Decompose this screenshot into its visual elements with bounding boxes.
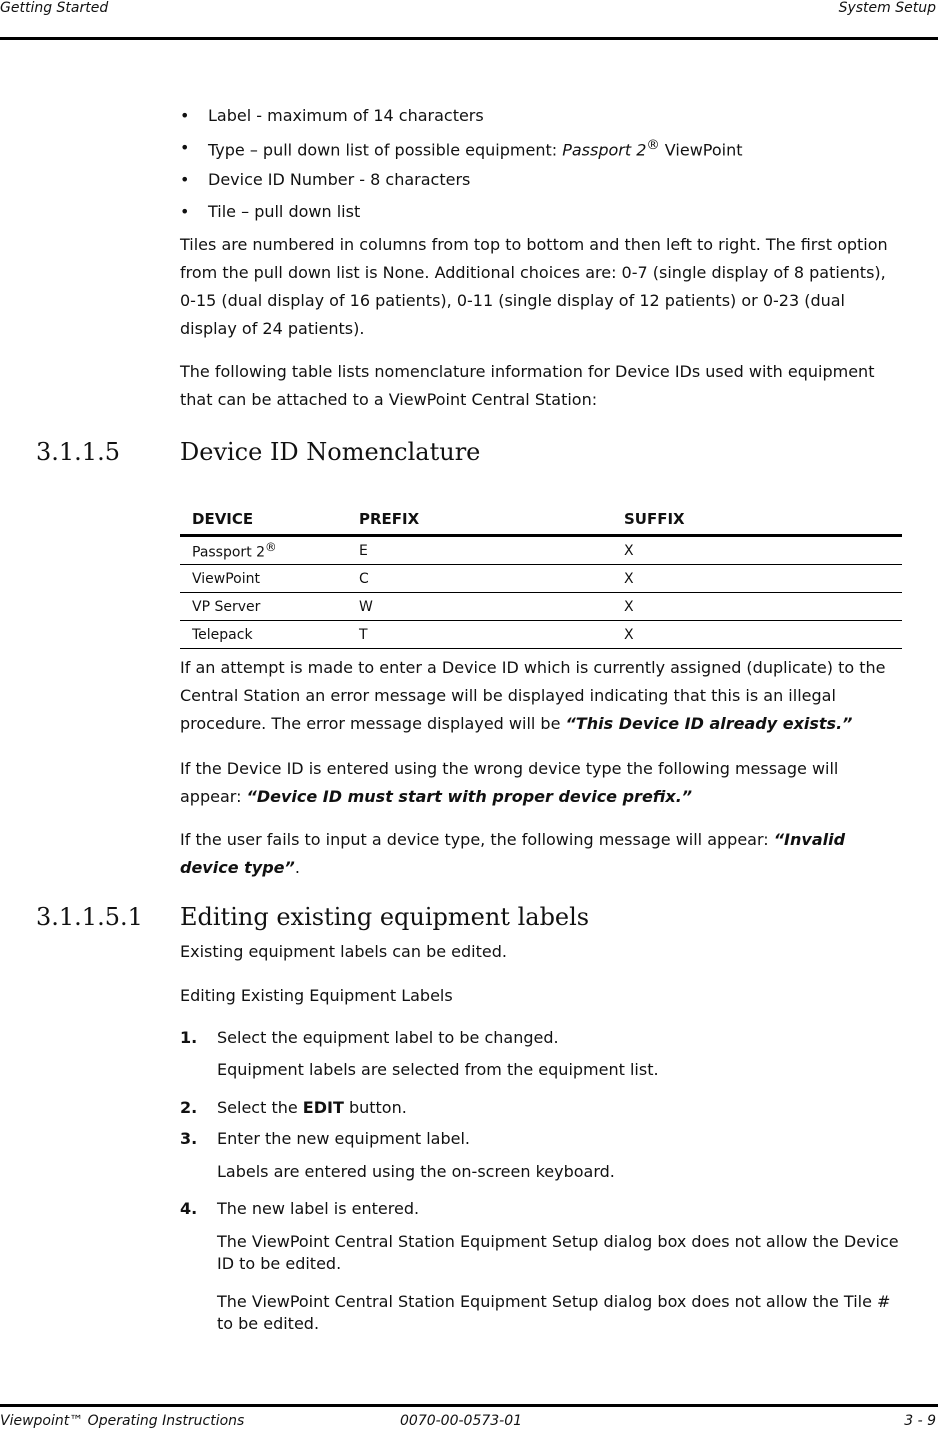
prefix-cell: W	[347, 593, 612, 621]
bullet-text-part: ViewPoint	[659, 140, 743, 160]
bullet-dot: •	[180, 202, 190, 221]
table-row	[180, 536, 902, 565]
step-note: The ViewPoint Central Station Equipment Setup dialog box does not allow the Device ID to be edited.	[217, 1232, 899, 1273]
paragraph-text: .	[294, 858, 300, 877]
step-text: Enter the new equipment label.	[217, 1129, 470, 1148]
bullet-text-part: Type – pull down list of possible equipment:	[208, 140, 563, 160]
suffix-cell: X	[612, 565, 902, 593]
suffix-cell: X	[612, 536, 902, 565]
footer-page-number: 3 - 9	[904, 1413, 936, 1429]
step-text-part: Select the	[217, 1098, 303, 1117]
step-number: 4.	[180, 1199, 198, 1218]
procedure-title: Editing Existing Equipment Labels	[180, 986, 453, 1005]
paragraph-text: If the Device ID is entered using the wrong device type the following message will appear:	[180, 759, 839, 806]
bullet-text: Tile – pull down list	[208, 202, 361, 221]
step-text: The new label is entered.	[217, 1199, 420, 1218]
error-message-invalid-type: “Invalid device type”	[180, 830, 846, 877]
bullet-italic-text: Passport 2	[562, 140, 647, 160]
table-row	[180, 593, 902, 621]
prefix-cell: E	[347, 536, 612, 565]
bullet-text: Device ID Number - 8 characters	[208, 170, 471, 189]
suffix-cell: X	[612, 593, 902, 621]
step-text	[217, 1098, 407, 1117]
running-header-right: System Setup	[838, 0, 936, 16]
bullet-dot: •	[180, 106, 190, 125]
table-row	[180, 565, 902, 593]
error-message-duplicate: “This Device ID already exists.”	[565, 714, 853, 733]
step-text-part: button.	[343, 1098, 407, 1117]
device-name: Passport 2	[192, 544, 266, 561]
prefix-cell: T	[347, 621, 612, 649]
column-header-device: DEVICE	[192, 510, 254, 528]
step-number: 1.	[180, 1028, 198, 1047]
nomenclature-table	[180, 504, 902, 649]
device-cell: VP Server	[180, 593, 347, 621]
step-text: Select the equipment label to be changed.	[217, 1028, 559, 1047]
step-note: The ViewPoint Central Station Equipment Setup dialog box does not allow the Tile # to be edited.	[217, 1292, 891, 1333]
bullet-text: Label - maximum of 14 characters	[208, 106, 484, 125]
duplicate-id-paragraph	[180, 654, 900, 738]
step-note: Equipment labels are selected from the equipment list.	[217, 1060, 659, 1079]
section-number: 3.1.1.5	[36, 438, 120, 466]
footer-left: Viewpoint™ Operating Instructions	[0, 1413, 245, 1429]
header-rule	[0, 37, 938, 40]
no-type-paragraph	[180, 826, 900, 882]
footer-rule	[0, 1404, 938, 1407]
step-number: 3.	[180, 1129, 198, 1148]
prefix-cell: C	[347, 565, 612, 593]
section-number: 3.1.1.5.1	[36, 903, 143, 931]
device-cell: ViewPoint	[180, 565, 347, 593]
section-title: Device ID Nomenclature	[180, 438, 481, 466]
footer-doc-number: 0070-00-0573-01	[400, 1413, 523, 1429]
suffix-cell: X	[612, 621, 902, 649]
column-header-prefix: PREFIX	[359, 510, 420, 528]
registered-mark: ®	[646, 138, 660, 153]
running-header-left: Getting Started	[0, 0, 109, 16]
table-row	[180, 621, 902, 649]
table-intro-paragraph: The following table lists nomenclature information for Device IDs used with equipment that can be attached to a ViewPoint Central Station:	[180, 362, 875, 409]
column-header-suffix: SUFFIX	[624, 510, 685, 528]
paragraph-text: If an attempt is made to enter a Device ID which is currently assigned (duplicate) to the Central Station an error message will be displayed indicating that this is an illegal procedure. The error message displayed will be	[180, 658, 886, 733]
step-number: 2.	[180, 1098, 198, 1117]
tiles-paragraph: Tiles are numbered in columns from top to bottom and then left to right. The first option from the pull down list is None. Additional choices are: 0-7 (single display of 8 patients), 0-15 (dual display of 16 patients), 0-11 (single display of 12 patients) or 0-23 (dual display of 24 patients).	[180, 235, 888, 338]
bullet-dot: •	[180, 170, 190, 189]
device-cell: Telepack	[180, 621, 347, 649]
section-title: Editing existing equipment labels	[180, 903, 590, 931]
table-header-row	[180, 504, 902, 536]
edit-button-reference: EDIT	[302, 1098, 344, 1117]
registered-mark: ®	[265, 540, 277, 555]
error-message-prefix: “Device ID must start with proper device prefix.”	[246, 787, 693, 806]
paragraph-text: If the user fails to input a device type, the following message will appear:	[180, 830, 774, 849]
bullet-text	[208, 138, 743, 159]
existing-labels-paragraph: Existing equipment labels can be edited.	[180, 942, 507, 961]
device-cell	[180, 536, 347, 565]
bullet-dot: •	[180, 138, 190, 157]
step-note: Labels are entered using the on-screen keyboard.	[217, 1162, 615, 1181]
wrong-type-paragraph	[180, 755, 900, 811]
